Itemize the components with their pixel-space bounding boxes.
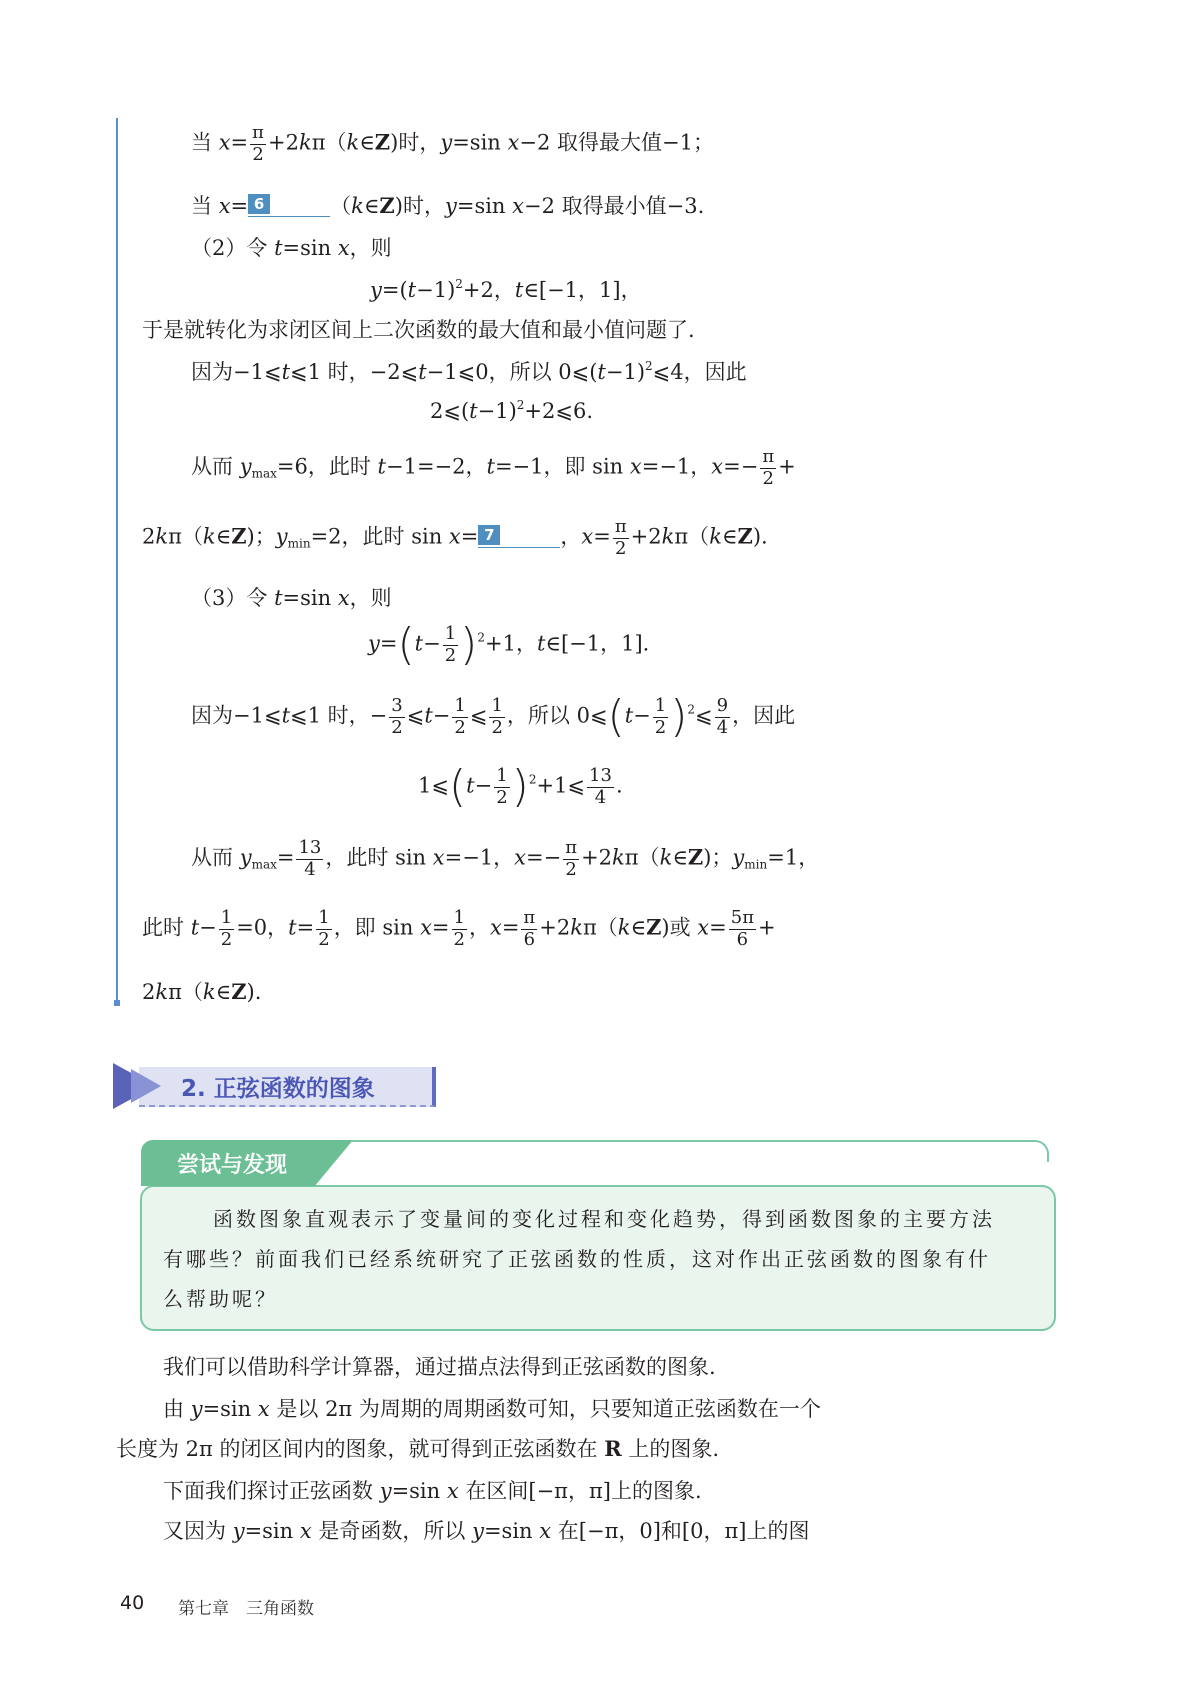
formula-range-1: $2⩽(t-1)^2+2⩽6$. <box>430 398 593 423</box>
section-title: 2. 正弦函数的图象 <box>181 1076 375 1102</box>
line-min-condition: 当 x= 6 （k∈Z)时，y=sin x−2 取得最小值−3. <box>191 193 705 218</box>
body-line-1: 我们可以借助科学计算器，通过描点法得到正弦函数的图象. <box>163 1355 716 1379</box>
line-part2-intro: （2）令 t=sin x，则 <box>191 236 392 260</box>
body-line-3: 长度为 2π 的闭区间内的图象，就可得到正弦函数在 R 上的图象. <box>116 1436 720 1461</box>
box-line-3: 么帮助呢？ <box>163 1287 278 1311</box>
line-part3-intro: （3）令 t=sin x，则 <box>191 586 392 610</box>
left-margin-bar-end <box>114 1000 120 1006</box>
try-discover-label: 尝试与发现 <box>177 1153 288 1178</box>
frac-pi-over-2: $\frac{\pi}{2}$ <box>252 122 264 165</box>
line-convert: 于是就转化为求闭区间上二次函数的最大值和最小值问题了. <box>142 318 695 342</box>
line-ymax-1: 从而 $y_{max}=6$，此时 t−1=−2，t=−1，即 sin x=−1，x=− $\frac{\pi}{2}$ + <box>191 446 796 489</box>
line-period-end: 2kπ（k∈Z). <box>142 979 262 1004</box>
formula-quadratic-1: $y=(t-1)^2+2$，t∈[−1，1]， <box>370 277 642 302</box>
page-number: 40 <box>120 1592 145 1614</box>
line-ymax-2: 从而 $y_{max}=$ $\frac{13}{4}$ ，此时 sin x=−1，x=− $\frac{\pi}{2}$ +2kπ（k∈Z)；$y_{min}=1$， <box>191 837 820 880</box>
body-line-4: 下面我们探讨正弦函数 y=sin x 在区间[−π，π]上的图象. <box>163 1479 702 1503</box>
chapter-label: 第七章 三角函数 <box>178 1599 314 1619</box>
try-discover-tab <box>141 1140 361 1186</box>
box-top-border <box>352 1140 1049 1162</box>
formula-quadratic-2: y=(t− $\frac{1}{2}$ )$^2$+1，t∈[−1，1]. <box>368 619 650 670</box>
line-ymin-1: 2kπ（k∈Z)；$y_{min}=2$，此时 sin x= 7 ，x= $\frac{\pi}{2}$ +2kπ（k∈Z). <box>142 516 768 559</box>
line-ymin-2: 此时 t− $\frac{1}{2}$ =0，t= $\frac{1}{2}$ ，即 sin x= $\frac{1}{2}$ ，x= $\frac{\pi}{6}$ +2kπ（k∈Z)或 x= $\frac{5\pi}{6}$ + <box>142 907 776 950</box>
formula-range-2: 1⩽(t− $\frac{1}{2}$ )$^2$+1⩽ $\frac{13}{4}$ . <box>418 761 623 812</box>
body-line-5: 又因为 y=sin x 是奇函数，所以 y=sin x 在[−π，0]和[0，π]上的图 <box>163 1519 810 1543</box>
fill-blank-7[interactable]: 7 <box>478 523 560 548</box>
line-inequality-2: 因为−1⩽t⩽1 时，− $\frac{3}{2}$ ⩽t− $\frac{1}{2}$ ⩽ $\frac{1}{2}$ ，所以 0⩽(t− $\frac{1}{2}$ )$^2$⩽ $\frac{9}{4}$ ，因此 <box>191 691 796 742</box>
box-line-2: 有哪些？前面我们已经系统研究了正弦函数的性质，这对作出正弦函数的图象有什 <box>163 1247 991 1271</box>
box-line-1: 函数图象直观表示了变量间的变化过程和变化趋势，得到函数图象的主要方法 <box>213 1207 995 1231</box>
line-max-condition: 当 x= $\frac{\pi}{2}$ +2kπ（k∈Z)时，y=sin x−2 取得最大值−1； <box>191 122 714 165</box>
section-heading <box>113 1063 438 1109</box>
fill-blank-6[interactable]: 6 <box>248 192 330 217</box>
body-line-2: 由 y=sin x 是以 2π 为周期的周期函数可知，只要知道正弦函数在一个 <box>163 1397 821 1421</box>
line-inequality-1: 因为−1⩽t⩽1 时，−2⩽t−1⩽0，所以 $0⩽(t-1)^2⩽4$，因此 <box>191 359 747 384</box>
left-margin-bar <box>116 118 118 1004</box>
